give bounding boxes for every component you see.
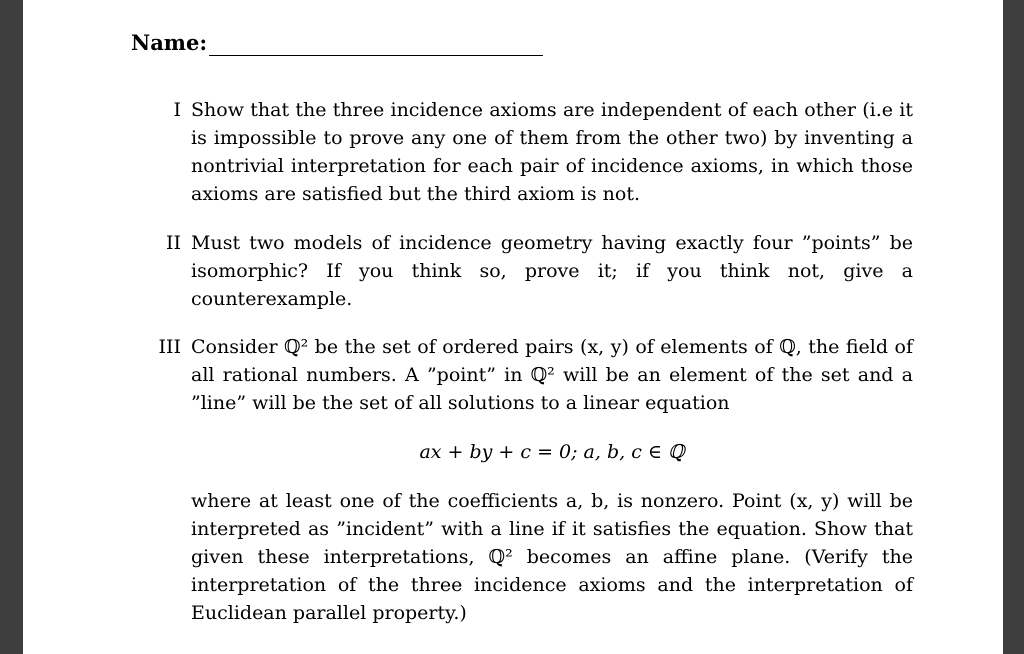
viewer-left-margin [0, 0, 23, 654]
problem-1 [173, 96, 913, 208]
linear-equation: ax + by + c = 0; a, b, c ∈ ℚ [419, 441, 685, 463]
name-field-row [131, 30, 543, 56]
problem-number: II [165, 232, 181, 254]
problem-text: Show that the three incidence axioms are independent of each other (i.e it is impossible to prove any one of them from the other two) by inventing a nontrivial interpretation for each pair of incidence axioms, in which those axioms are satisfied but the third axiom is not. [191, 99, 913, 205]
problem-number: III [158, 336, 181, 358]
problem-continuation: where at least one of the coefficients a, b, is nonzero. Point (x, y) will be interpreted as ”incident” with a line if it satisfies the equation. Show that given these interpretations, ℚ² becomes an affine plane. (Verify the interpretation of the three incidence axioms and the interpretation of Euclidean parallel property.) [191, 490, 913, 624]
problem-3 [158, 333, 913, 627]
problem-text: Must two models of incidence geometry having exactly four ”points” be isomorphic? If you think so, prove it; if you think not, give a counterexample. [191, 232, 913, 310]
document-page [23, 0, 1003, 654]
name-blank-line [209, 36, 543, 56]
problem-2 [165, 229, 913, 313]
problem-number: I [173, 99, 181, 121]
name-label: Name: [131, 30, 208, 55]
problem-text: Consider ℚ² be the set of ordered pairs (x, y) of elements of ℚ, the field of all rational numbers. A ”point” in ℚ² will be an element of the set and a ”line” will be the set of all solutions to a linear equation [191, 336, 913, 414]
viewer-right-margin [1003, 0, 1024, 654]
